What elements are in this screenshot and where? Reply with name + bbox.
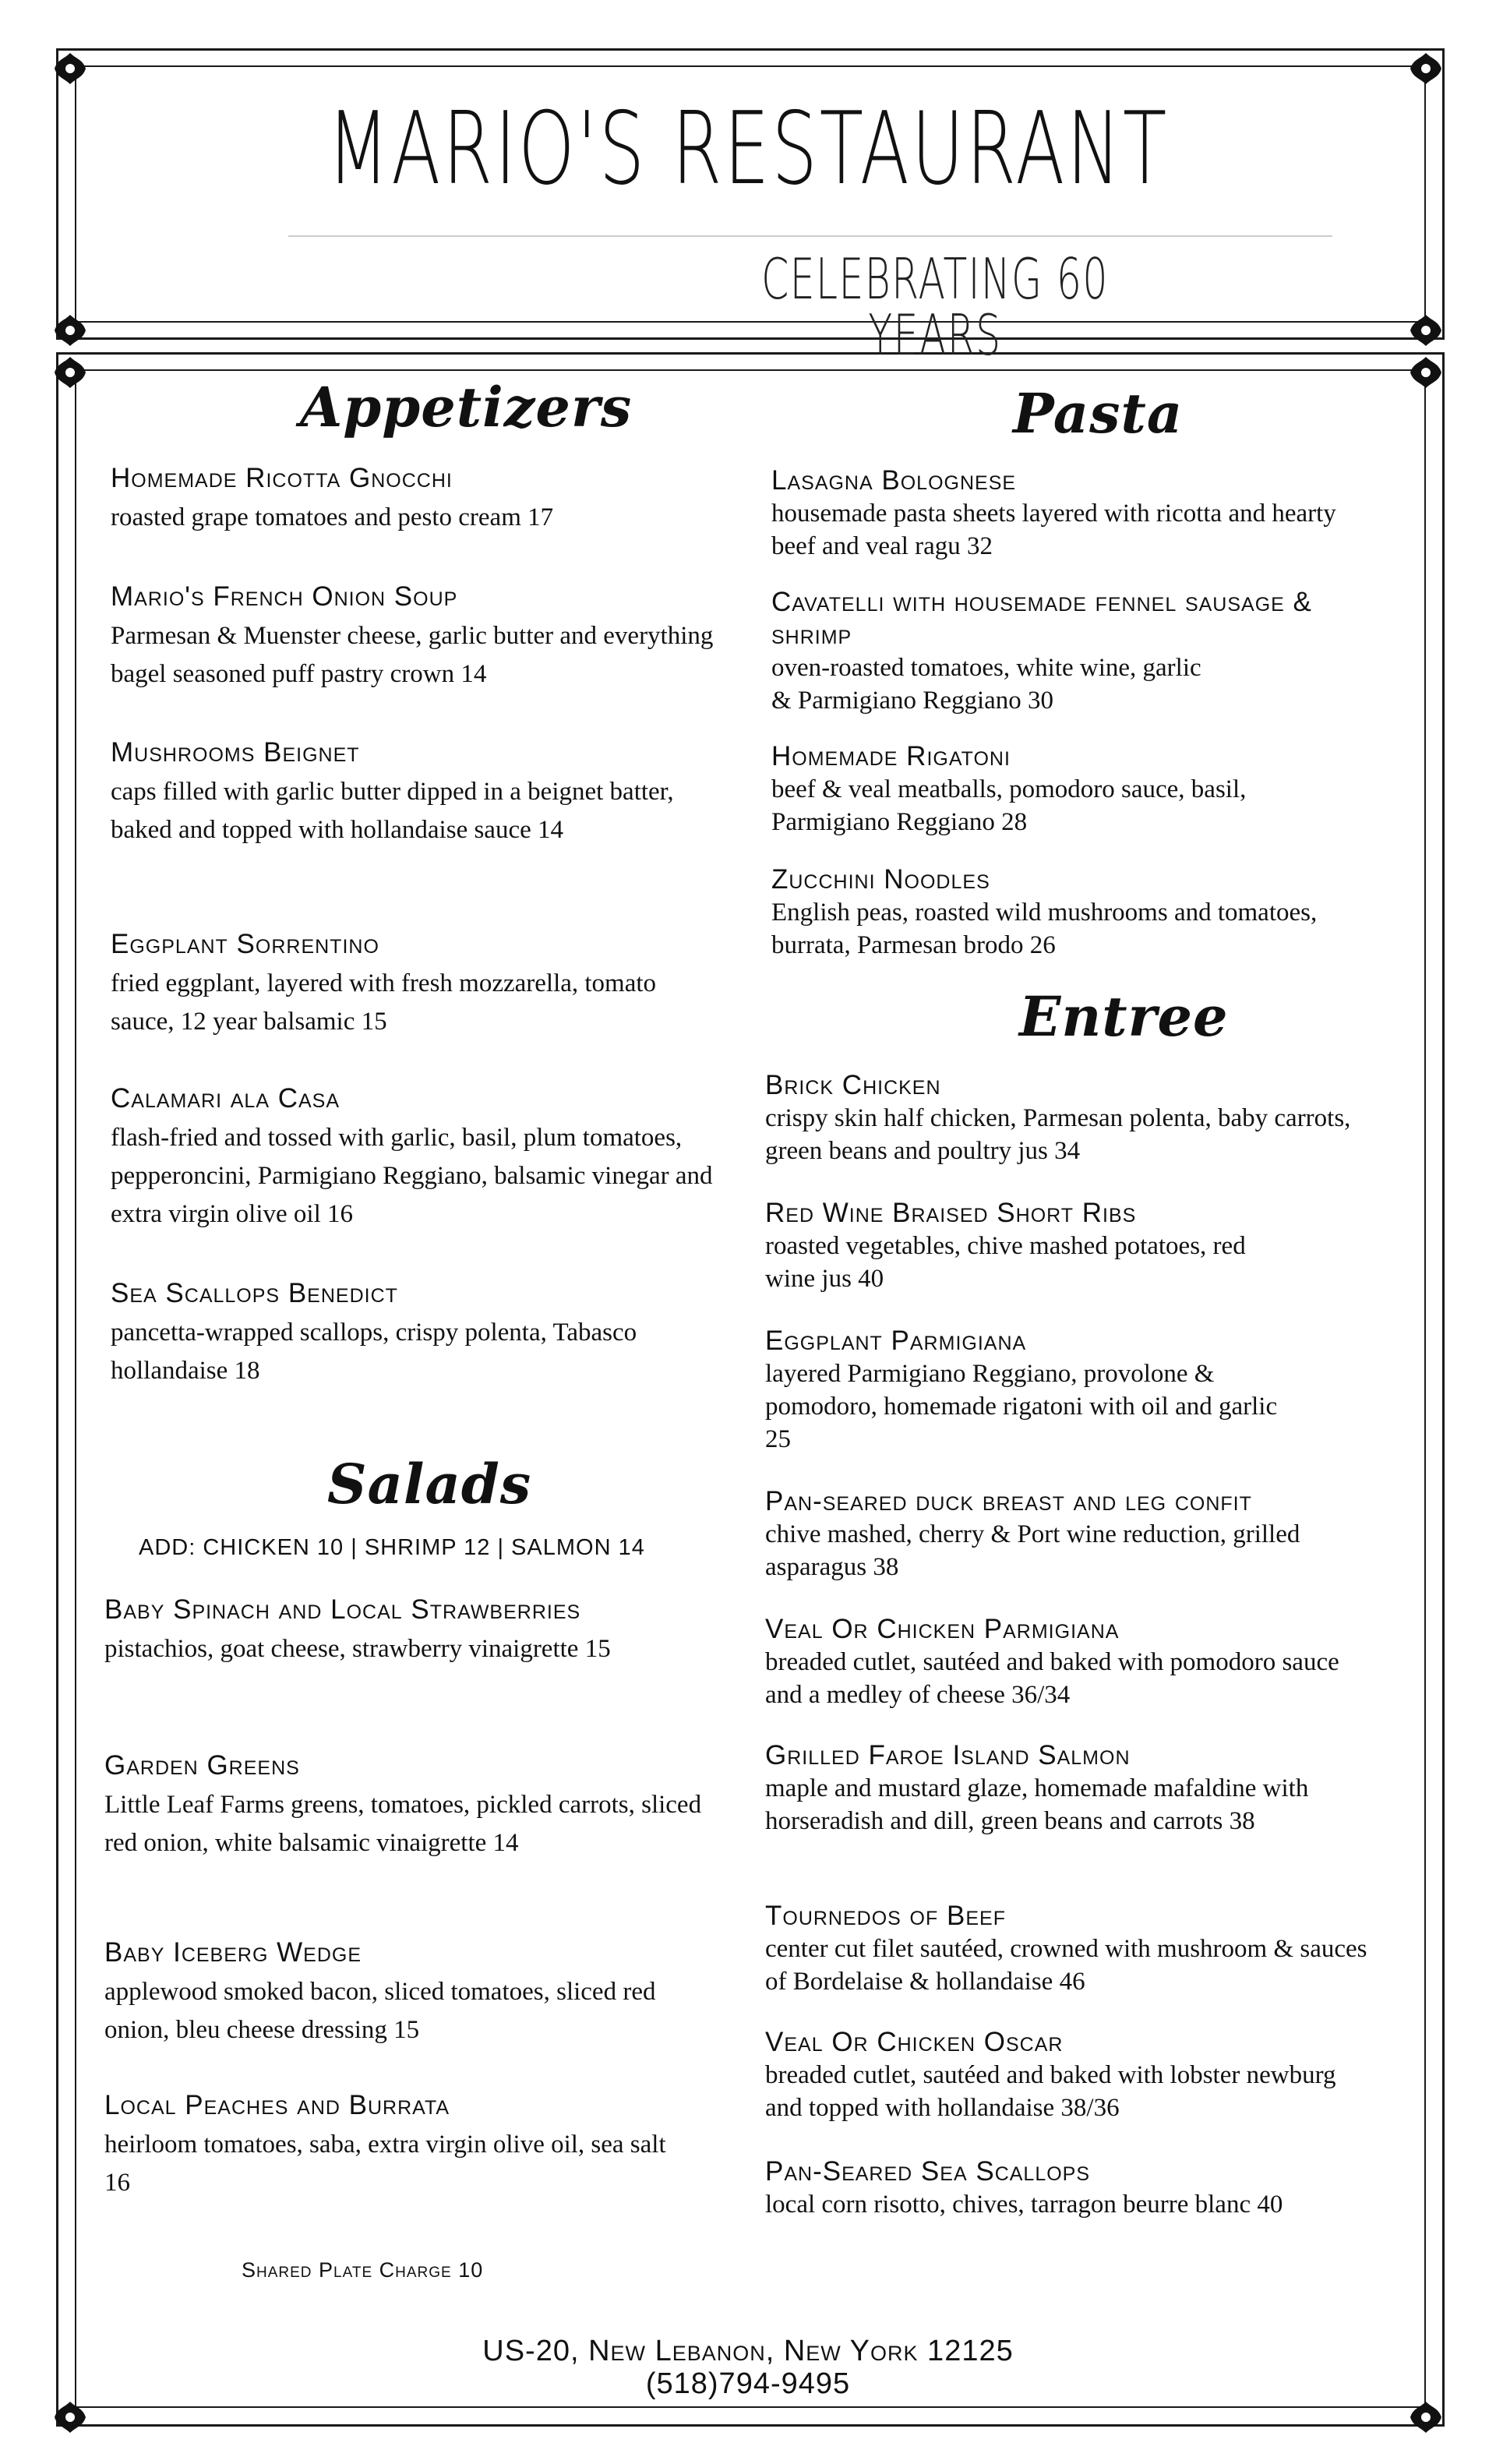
menu-item-name: Sea Scallops Benedict [111, 1278, 398, 1308]
menu-item-description: chive mashed, cherry & Port wine reduction, grilled asparagus 38 [765, 1520, 1300, 1581]
corner-ornament-icon [1404, 47, 1448, 90]
menu-item [111, 458, 718, 537]
menu-item-name: Eggplant Parmigiana [765, 1326, 1027, 1356]
menu-item-description: oven-roasted tomatoes, white wine, garlic & Parmigiano Reggiano 30 [771, 654, 1201, 715]
menu-item-name: Local Peaches and Burrata [104, 2090, 450, 2120]
menu-item-name: Veal Or Chicken Oscar [765, 2027, 1064, 2057]
footer-address: US-20, New Lebanon, New York 12125 [482, 2335, 1014, 2367]
menu-item-name: Red Wine Braised Short Ribs [765, 1198, 1137, 1228]
menu-item [765, 1613, 1373, 1711]
menu-item [765, 2155, 1396, 2221]
menu-item-name: Eggplant Sorrentino [111, 929, 379, 959]
menu-item [765, 1739, 1396, 1837]
menu-item-name: Homemade Rigatoni [771, 741, 1011, 771]
menu-item-name: Zucchini Noodles [771, 864, 990, 895]
menu-item-name: Cavatelli with housemade fennel sausage & shrimp [771, 587, 1312, 650]
menu-item-name: Pan-seared duck breast and leg confit [765, 1486, 1252, 1516]
entree-heading: Entree [1019, 984, 1229, 1049]
title-divider [288, 235, 1332, 237]
menu-item-description: Parmesan & Muenster cheese, garlic butter and everything bagel seasoned puff pastry crown 14 [111, 622, 714, 688]
menu-item [111, 732, 718, 849]
corner-ornament-icon [1404, 309, 1448, 352]
menu-item [771, 586, 1332, 717]
menu-item-name: Mushrooms Beignet [111, 737, 360, 768]
menu-item-description: pancetta-wrapped scallops, crispy polenta, Tabasco hollandaise 18 [111, 1318, 637, 1385]
menu-item-description: roasted vegetables, chive mashed potatoes, red wine jus 40 [765, 1232, 1246, 1293]
menu-item-description: crispy skin half chicken, Parmesan polenta, baby carrots, green beans and poultry jus 34 [765, 1104, 1351, 1165]
menu-item-name: Calamari ala Casa [111, 1083, 340, 1114]
menu-item [765, 1900, 1373, 1998]
shared-plate-charge: Shared Plate Charge 10 [242, 2258, 484, 2282]
menu-item-description: pistachios, goat cheese, strawberry vinaigrette 15 [104, 1635, 611, 1663]
corner-ornament-icon [48, 351, 92, 394]
menu-item [765, 1069, 1373, 1167]
menu-item [104, 2085, 697, 2202]
menu-item-description: caps filled with garlic butter dipped in a beignet batter, baked and topped with hollandaise sauce 14 [111, 778, 674, 844]
menu-item [111, 924, 718, 1041]
menu-item [765, 1485, 1396, 1583]
menu-item [104, 1590, 611, 1668]
menu-item [111, 1273, 718, 1390]
menu-item [771, 464, 1379, 563]
menu-item-description: Little Leaf Farms greens, tomatoes, pickled carrots, sliced red onion, white balsamic vinaigrette 14 [104, 1791, 702, 1857]
menu-item-name: Veal Or Chicken Parmigiana [765, 1614, 1120, 1644]
menu-item-description: breaded cutlet, sautéed and baked with pomodoro sauce and a medley of cheese 36/34 [765, 1648, 1339, 1709]
menu-item-name: Baby Spinach and Local Strawberries [104, 1594, 581, 1625]
menu-item-description: local corn risotto, chives, tarragon beurre blanc 40 [765, 2190, 1283, 2219]
menu-item-name: Pan-Seared Sea Scallops [765, 2156, 1091, 2187]
menu-item-name: Grilled Faroe Island Salmon [765, 1740, 1131, 1770]
menu-item-description: housemade pasta sheets layered with ricotta and hearty beef and veal ragu 32 [771, 500, 1336, 560]
menu-item-name: Tournedos of Beef [765, 1901, 1006, 1931]
corner-ornament-icon [48, 309, 92, 352]
menu-item-name: Baby Iceberg Wedge [104, 1937, 362, 1968]
menu-item [111, 577, 718, 694]
corner-ornament-icon [1404, 351, 1448, 394]
menu-item-description: breaded cutlet, sautéed and baked with lobster newburg and topped with hollandaise 38/36 [765, 2061, 1336, 2122]
menu-item [765, 2026, 1357, 2124]
menu-item-description: flash-fried and tossed with garlic, basil, plum tomatoes, pepperoncini, Parmigiano Reggiano, balsamic vinegar and extra virgin olive oil 16 [111, 1124, 713, 1228]
corner-ornament-icon [1404, 2395, 1448, 2439]
corner-ornament-icon [48, 2395, 92, 2439]
menu-item-description: maple and mustard glaze, homemade mafaldine with horseradish and dill, green beans and carrots 38 [765, 1774, 1309, 1835]
salads-heading: Salads [327, 1452, 532, 1516]
corner-ornament-icon [48, 47, 92, 90]
menu-item [111, 1078, 718, 1234]
restaurant-tagline: CELEBRATING 60 YEARS [761, 246, 1109, 368]
menu-item-description: beef & veal meatballs, pomodoro sauce, basil, Parmigiano Reggiano 28 [771, 775, 1247, 836]
menu-item-name: Brick Chicken [765, 1070, 941, 1100]
menu-item-name: Homemade Ricotta Gnocchi [111, 463, 453, 493]
menu-item [104, 1746, 728, 1862]
menu-item [104, 1933, 689, 2049]
menu-item [765, 1325, 1295, 1456]
menu-item-name: Garden Greens [104, 1750, 300, 1781]
menu-item-name: Mario's French Onion Soup [111, 581, 458, 612]
menu-item-description: English peas, roasted wild mushrooms and tomatoes, burrata, Parmesan brodo 26 [771, 898, 1318, 959]
menu-item-description: layered Parmigiano Reggiano, provolone & pomodoro, homemade rigatoni with oil and garlic 25 [765, 1360, 1278, 1453]
salad-add-ons: ADD: CHICKEN 10 | SHRIMP 12 | SALMON 14 [139, 1535, 645, 1560]
pasta-heading: Pasta [1013, 381, 1184, 446]
restaurant-name: MARIO'S RESTAURANT [326, 91, 1170, 207]
menu-item-description: roasted grape tomatoes and pesto cream 17 [111, 503, 554, 531]
menu-item-description: center cut filet sautéed, crowned with mushroom & sauces of Bordelaise & hollandaise 46 [765, 1935, 1367, 1996]
menu-item [771, 740, 1332, 838]
menu-item [765, 1197, 1295, 1295]
menu-item-name: Lasagna Bolognese [771, 465, 1017, 496]
footer-phone: (518)794-9495 [645, 2367, 851, 2400]
menu-item-description: applewood smoked bacon, sliced tomatoes, sliced red onion, bleu cheese dressing 15 [104, 1978, 656, 2044]
appetizers-heading: Appetizers [300, 375, 633, 439]
menu-item-description: fried eggplant, layered with fresh mozzarella, tomato sauce, 12 year balsamic 15 [111, 969, 657, 1036]
menu-item-description: heirloom tomatoes, saba, extra virgin olive oil, sea salt 16 [104, 2130, 666, 2197]
menu-item [771, 863, 1395, 962]
